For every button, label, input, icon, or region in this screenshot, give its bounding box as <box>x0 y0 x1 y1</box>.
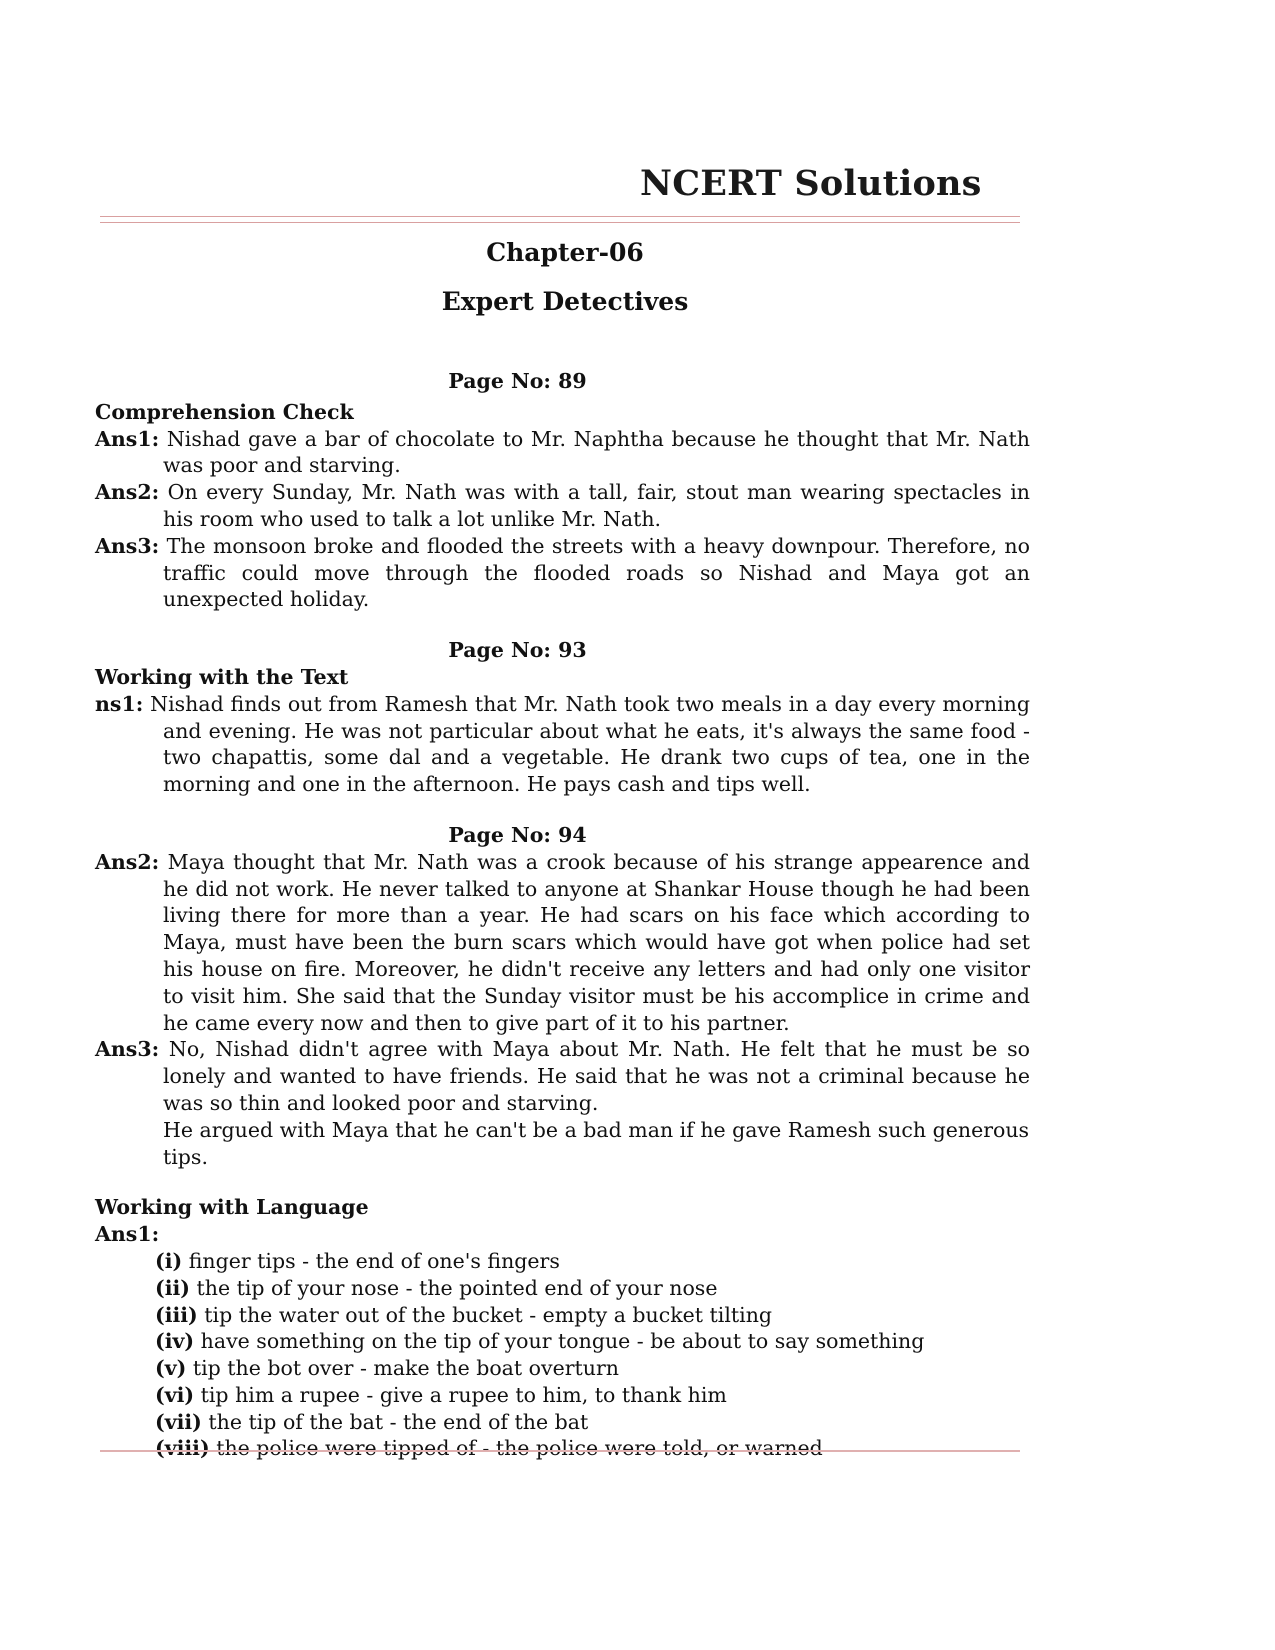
item-text: the tip of the bat - the end of the bat <box>208 1409 589 1434</box>
document-body <box>95 368 1030 1462</box>
list-item <box>155 1409 1030 1436</box>
page-number-label: Page No: 89 <box>448 369 587 393</box>
answer-text: Nishad finds out from Ramesh that Mr. Nath took two meals in a day every morning and evening. He was not particular about what he eats, it's always the same food - two chapattis, some dal and a vegetable. He drank two cups of tea, one in the morning and one in the afternoon. He pays cash and tips well. <box>150 691 1030 797</box>
list-item <box>155 1435 1030 1462</box>
list-item <box>155 1355 1030 1382</box>
page-number-label: Page No: 93 <box>448 638 587 663</box>
list-item <box>155 1382 1030 1409</box>
answer-text: The monsoon broke and flooded the streets with a heavy downpour. Therefore, no traffic could move through the flooded roads so Nishad and Maya got an unexpected holiday. <box>163 533 1030 612</box>
meaning-list <box>155 1248 1030 1462</box>
footer-divider <box>100 1450 1020 1454</box>
item-text: tip him a rupee - give a rupee to him, to thank him <box>200 1382 727 1407</box>
answer-text: On every Sunday, Mr. Nath was with a tall, fair, stout man wearing spectacles in his room who used to talk a lot unlike Mr. Nath. <box>163 480 1030 531</box>
item-number: (iv) <box>155 1329 195 1354</box>
answer <box>95 479 1030 533</box>
answer-text: Maya thought that Mr. Nath was a crook because of his strange appearence and he did not work. He never talked to anyone at Shankar House though he had been living there for more than a year. He had scars on his face which according to Maya, must have been the burn scars which would have got when police had set his house on fire. Moreover, he didn't receive any letters and had only one visitor to visit him. She said that the Sunday visitor must be his accomplice in crime and he came every now and then to give part of it to his partner. <box>163 849 1030 1035</box>
list-item <box>155 1302 1030 1329</box>
answer-label: Ans3: <box>95 1037 160 1062</box>
answer-label: Ans1: <box>95 1222 160 1247</box>
section-heading: Working with Language <box>95 1195 369 1220</box>
answer <box>95 1036 1030 1116</box>
item-number: (iii) <box>155 1302 198 1327</box>
item-text: finger tips - the end of one's fingers <box>188 1248 560 1273</box>
section-heading: Comprehension Check <box>95 399 354 424</box>
answer-continuation: He argued with Maya that he can't be a bad man if he gave Ramesh such generous tips. <box>163 1117 1030 1169</box>
list-item <box>155 1248 1030 1275</box>
list-item <box>155 1328 1030 1355</box>
answer <box>95 533 1030 613</box>
chapter-number: Chapter-06 <box>486 238 644 267</box>
item-text: the tip of your nose - the pointed end of your nose <box>196 1275 718 1300</box>
answer-label: ns1: <box>95 691 144 716</box>
answer-text: Nishad gave a bar of chocolate to Mr. Naphtha because he thought that Mr. Nath was poor and starving. <box>163 426 1030 478</box>
answer-text: No, Nishad didn't agree with Maya about Mr. Nath. He felt that he must be so lonely and wanted to have friends. He said that he was not a criminal because he was so thin and looked poor and starving. <box>163 1037 1030 1115</box>
answer-label: Ans1: <box>95 426 160 451</box>
answer <box>95 691 1030 798</box>
item-number: (ii) <box>155 1275 190 1300</box>
page-number-label: Page No: 94 <box>448 822 587 847</box>
list-item <box>155 1275 1030 1302</box>
answer-label: Ans3: <box>95 533 160 558</box>
item-number: (v) <box>155 1356 187 1381</box>
item-text: have something on the tip of your tongue - be about to say something <box>200 1329 925 1354</box>
item-number: (i) <box>155 1248 183 1273</box>
chapter-title: Expert Detectives <box>441 287 689 316</box>
item-number: (viii) <box>155 1436 210 1461</box>
item-text: tip the bot over - make the boat overturn <box>192 1356 619 1381</box>
item-text: the police were tipped of - the police were told, or warned <box>216 1436 823 1461</box>
answer <box>95 849 1030 1037</box>
item-number: (vi) <box>155 1382 195 1407</box>
item-number: (vii) <box>155 1409 202 1434</box>
answer <box>95 426 1030 480</box>
item-text: tip the water out of the bucket - empty a bucket tilting <box>204 1302 773 1327</box>
answer-label: Ans2: <box>95 480 160 505</box>
header-divider <box>100 216 1020 223</box>
answer-label: Ans2: <box>95 849 160 874</box>
section-heading: Working with the Text <box>95 664 349 689</box>
page-header-title: NCERT Solutions <box>640 163 982 204</box>
